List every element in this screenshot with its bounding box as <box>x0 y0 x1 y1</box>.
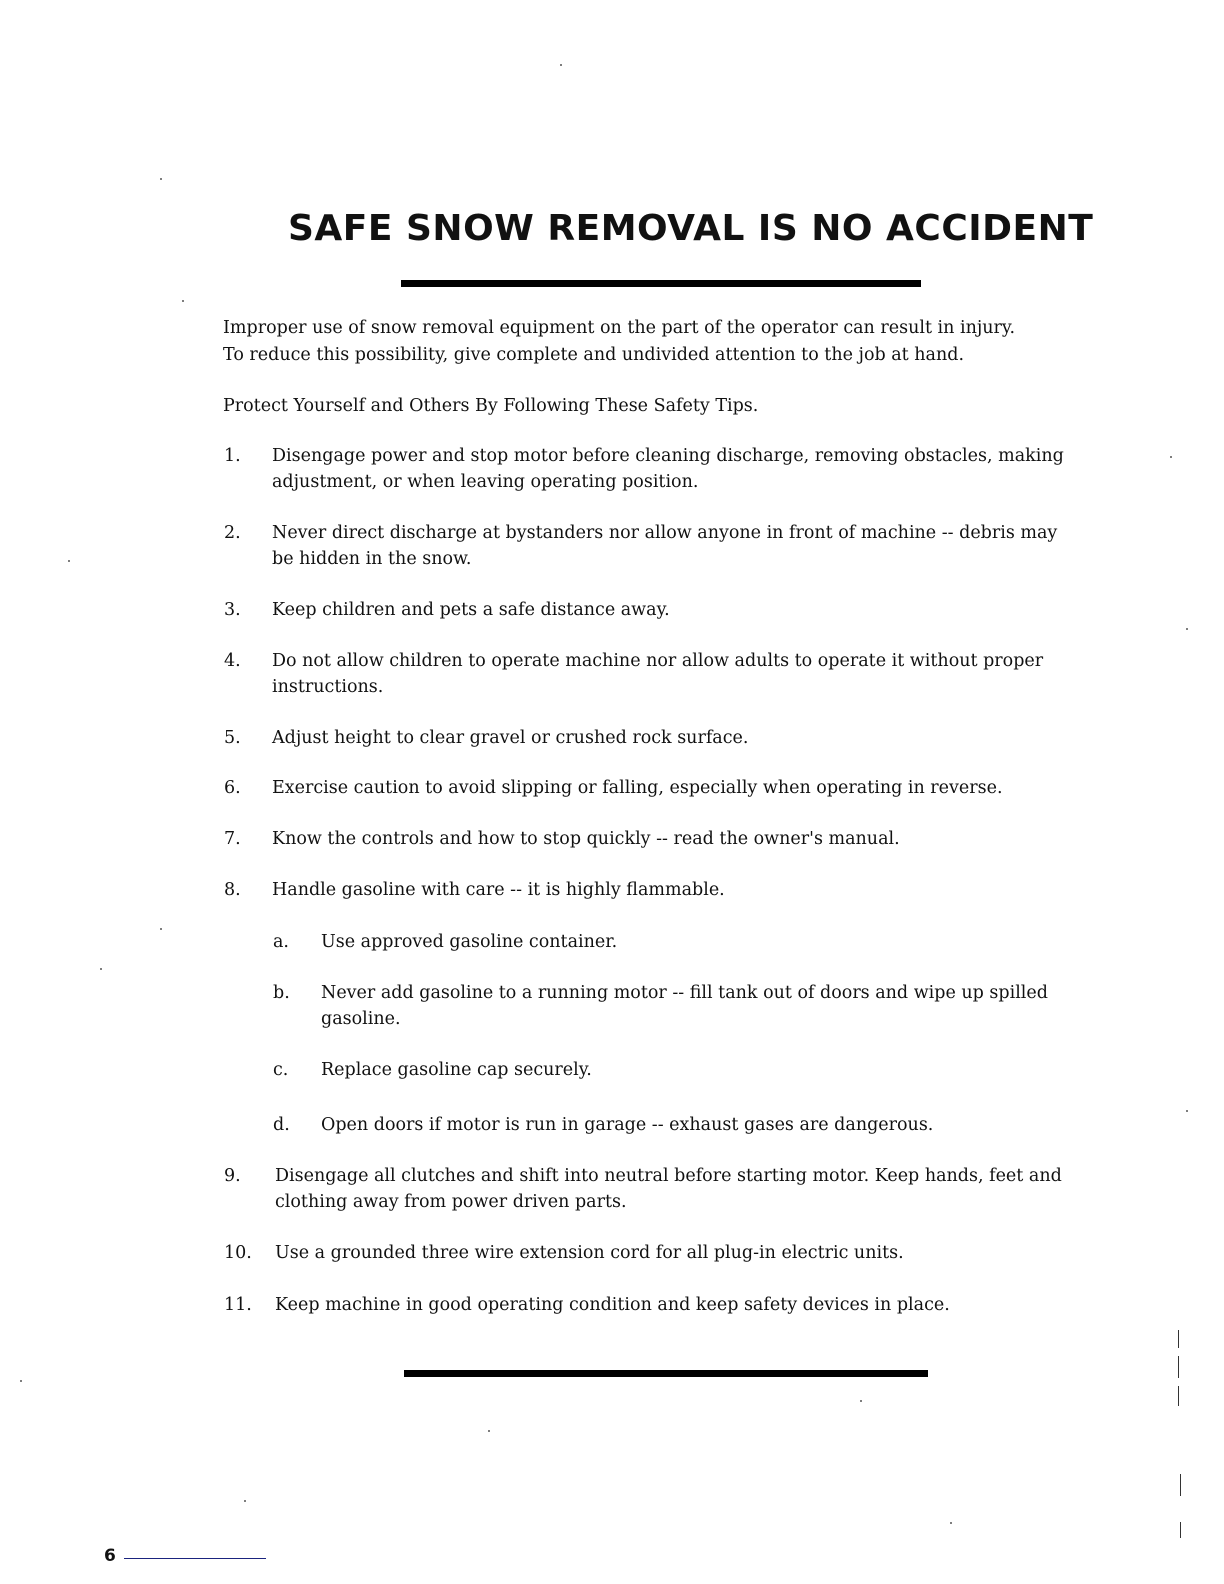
scan-speck <box>100 968 102 970</box>
tip-number: 2. <box>224 523 241 543</box>
scan-speck <box>560 64 562 66</box>
subtip-letter: c. <box>273 1060 289 1080</box>
scan-mark <box>1178 1330 1179 1348</box>
subtip-letter: d. <box>273 1115 290 1135</box>
tip-number: 10. <box>224 1243 252 1263</box>
tip-text: Know the controls and how to stop quickly -- read the owner's manual. <box>272 829 900 849</box>
gasoline-subtip <box>273 1057 1083 1083</box>
page-number: 6 <box>104 1546 116 1566</box>
safety-tip <box>224 443 1084 495</box>
scan-speck <box>1170 456 1172 458</box>
scan-speck <box>20 1380 22 1382</box>
gasoline-subtip <box>273 1112 1083 1138</box>
scan-speck <box>68 560 70 562</box>
tip-number: 8. <box>224 880 241 900</box>
scan-speck <box>160 928 162 930</box>
subtip-text: Replace gasoline cap securely. <box>321 1060 592 1080</box>
safety-tip <box>224 1163 1084 1215</box>
subtip-text: Use approved gasoline container. <box>321 932 618 952</box>
safety-tip <box>224 725 1084 751</box>
scan-speck <box>860 1400 862 1402</box>
scan-speck <box>182 300 184 302</box>
safety-tip <box>224 826 1084 852</box>
safety-tip <box>224 520 1084 572</box>
tip-number: 7. <box>224 829 241 849</box>
safety-tip <box>224 597 1084 623</box>
tip-number: 4. <box>224 651 241 671</box>
tip-number: 11. <box>224 1295 252 1315</box>
safety-tip <box>224 877 1084 903</box>
closing-divider <box>404 1370 928 1377</box>
title-divider <box>401 280 921 287</box>
intro-paragraph <box>223 315 1083 369</box>
tip-number: 3. <box>224 600 241 620</box>
gasoline-subtip <box>273 929 1083 955</box>
scan-speck <box>160 178 162 180</box>
tip-text: Handle gasoline with care -- it is highly flammable. <box>272 880 725 900</box>
scan-speck <box>244 1500 246 1502</box>
tip-text: Never direct discharge at bystanders nor allow anyone in front of machine -- debris may be hidden in the snow. <box>272 523 1058 569</box>
safety-tip <box>224 648 1084 700</box>
tip-text: Adjust height to clear gravel or crushed rock surface. <box>272 728 749 748</box>
tip-text: Exercise caution to avoid slipping or falling, especially when operating in reverse. <box>272 778 1003 798</box>
scan-mark <box>1180 1522 1181 1538</box>
tip-text: Do not allow children to operate machine nor allow adults to operate it without proper instructions. <box>272 651 1044 697</box>
tip-text: Keep children and pets a safe distance away. <box>272 600 670 620</box>
page-title: SAFE SNOW REMOVAL IS NO ACCIDENT <box>288 208 1094 249</box>
intro-line: To reduce this possibility, give complete and undivided attention to the job at hand. <box>223 345 965 365</box>
subtip-text: Never add gasoline to a running motor -- fill tank out of doors and wipe up spilled gasoline. <box>321 983 1048 1029</box>
intro-line: Improper use of snow removal equipment on the part of the operator can result in injury. <box>223 318 1016 338</box>
scan-mark <box>1178 1356 1179 1378</box>
tip-number: 5. <box>224 728 241 748</box>
safety-tips-lead-in: Protect Yourself and Others By Following These Safety Tips. <box>223 396 759 416</box>
tip-text: Keep machine in good operating condition and keep safety devices in place. <box>275 1295 950 1315</box>
tip-text: Disengage all clutches and shift into neutral before starting motor. Keep hands, feet and clothing away from power driven parts. <box>275 1166 1062 1212</box>
subtip-letter: a. <box>273 932 289 952</box>
tip-number: 9. <box>224 1166 241 1186</box>
gasoline-subtip <box>273 980 1083 1032</box>
tip-text: Disengage power and stop motor before cleaning discharge, removing obstacles, making adjustment, or when leaving operating position. <box>272 446 1064 492</box>
scan-speck <box>1186 1110 1188 1112</box>
safety-tip <box>224 1292 1084 1318</box>
subtip-letter: b. <box>273 983 290 1003</box>
tip-number: 6. <box>224 778 241 798</box>
safety-tip <box>224 775 1084 801</box>
scan-speck <box>488 1430 490 1432</box>
scan-mark <box>1180 1474 1181 1496</box>
footer-rule <box>124 1558 266 1559</box>
tip-text: Use a grounded three wire extension cord for all plug-in electric units. <box>275 1243 904 1263</box>
scan-mark <box>1178 1386 1179 1406</box>
tip-number: 1. <box>224 446 241 466</box>
scan-speck <box>950 1522 952 1524</box>
scan-speck <box>1186 628 1188 630</box>
safety-tip <box>224 1240 1084 1266</box>
subtip-text: Open doors if motor is run in garage -- exhaust gases are dangerous. <box>321 1115 934 1135</box>
